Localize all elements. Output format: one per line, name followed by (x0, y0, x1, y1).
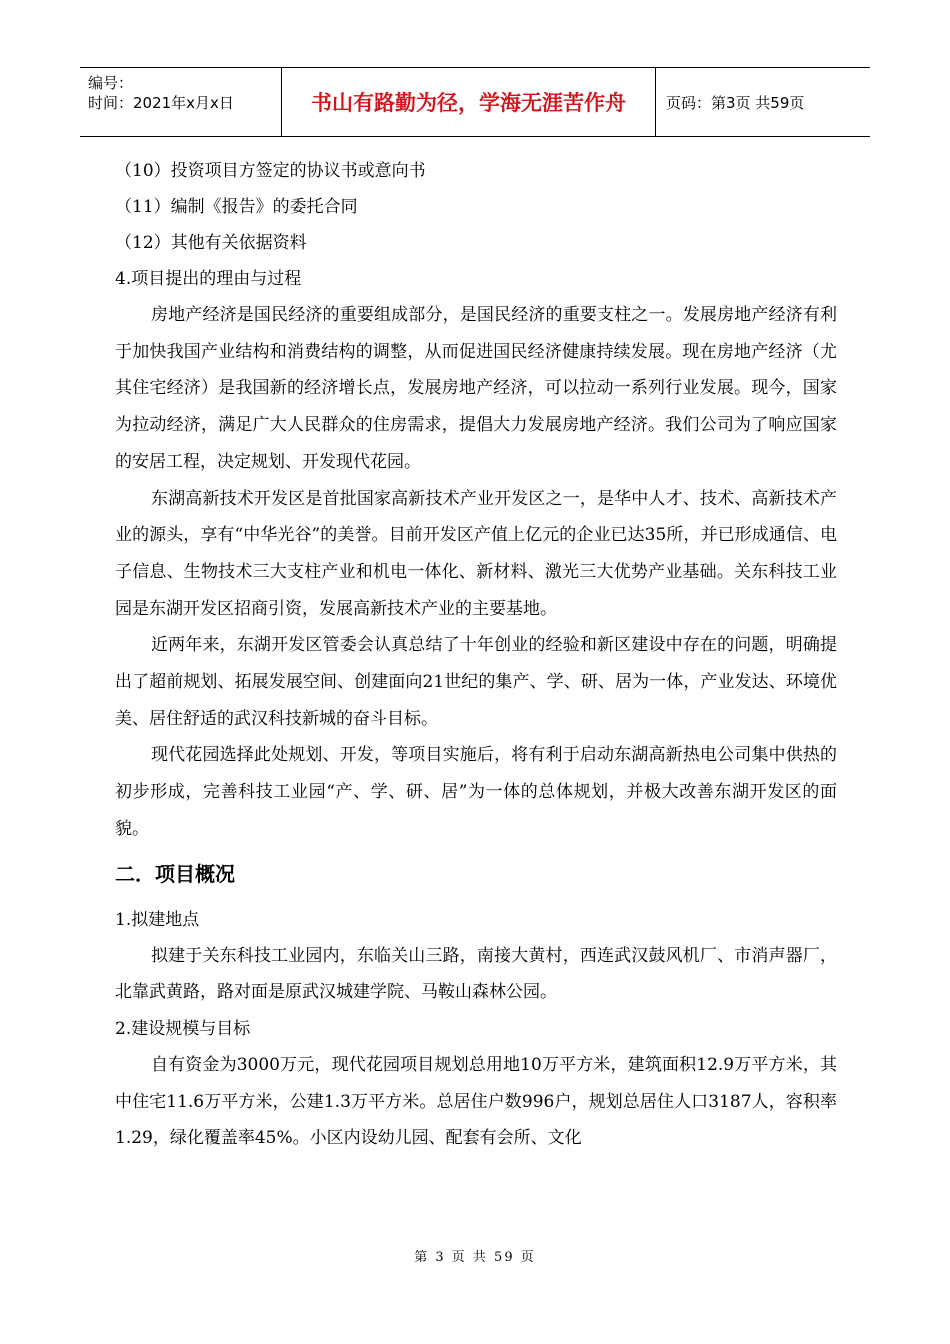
document-date: 时间：2021年x月x日 (88, 94, 234, 112)
chapter-heading: 二．项目概况 (115, 861, 235, 886)
header-motto: 书山有路勤为径，学海无涯苦作舟 (281, 68, 656, 136)
document-number-label: 编号： (88, 74, 134, 92)
header-meta (80, 68, 281, 136)
subsection-heading: 2.建设规模与目标 (115, 1018, 251, 1039)
subsection-heading: 4.项目提出的理由与过程 (115, 269, 302, 289)
header-page-info: 页码：第3页 共59页 (666, 93, 805, 112)
list-item: （11）编制《报告》的委托合同 (115, 197, 358, 217)
document-body (115, 153, 837, 1157)
page-footer: 第 3 页 共 59 页 (414, 1250, 536, 1265)
subsection-heading: 1.拟建地点 (115, 909, 200, 930)
page-header (80, 67, 870, 137)
paragraph: 房地产经济是国民经济的重要组成部分，是国民经济的重要支柱之一。发展房地产经济有利于加快我国产业结构和消费结构的调整，从而促进国民经济健康持续发展。现在房地产经济（尤其住宅经济）是我国新的经济增长点，发展房地产经济，可以拉动一系列行业发展。现今，国家为拉动经济，满足广大人民群众的住房需求，提倡大力发展房地产经济。我们公司为了响应国家的安居工程，决定规划、开发现代花园。 (115, 305, 837, 472)
paragraph: 近两年来，东湖开发区管委会认真总结了十年创业的经验和新区建设中存在的问题，明确提出了超前规划、拓展发展空间、创建面向21世纪的集产、学、研、居为一体，产业发达、环境优美、居住舒适的武汉科技新城的奋斗目标。 (115, 635, 837, 729)
list-item: （10）投资项目方签定的协议书或意向书 (115, 161, 426, 181)
list-item: （12）其他有关依据资料 (115, 233, 307, 253)
paragraph: 东湖高新技术开发区是首批国家高新技术产业开发区之一，是华中人才、技术、高新技术产业的源头，享有“中华光谷”的美誉。目前开发区产值上亿元的企业已达35所，并已形成通信、电子信息、生物技术三大支柱产业和机电一体化、新材料、激光三大优势产业基础。关东科技工业园是东湖开发区招商引资，发展高新技术产业的主要基地。 (115, 488, 837, 619)
paragraph: 拟建于关东科技工业园内，东临关山三路，南接大黄村，西连武汉鼓风机厂、市消声器厂，北靠武黄路，路对面是原武汉城建学院、马鞍山森林公园。 (115, 945, 837, 1003)
paragraph: 现代花园选择此处规划、开发，等项目实施后，将有利于启动东湖高新热电公司集中供热的初步形成，完善科技工业园“产、学、研、居”为一体的总体规划，并极大改善东湖开发区的面貌。 (115, 745, 837, 839)
paragraph: 自有资金为3000万元，现代花园项目规划总用地10万平方米，建筑面积12.9万平方米，其中住宅11.6万平方米，公建1.3万平方米。总居住户数996户，规划总居住人口3187人，容积率1.29，绿化覆盖率45%。小区内设幼儿园、配套有会所、文化 (115, 1054, 837, 1149)
